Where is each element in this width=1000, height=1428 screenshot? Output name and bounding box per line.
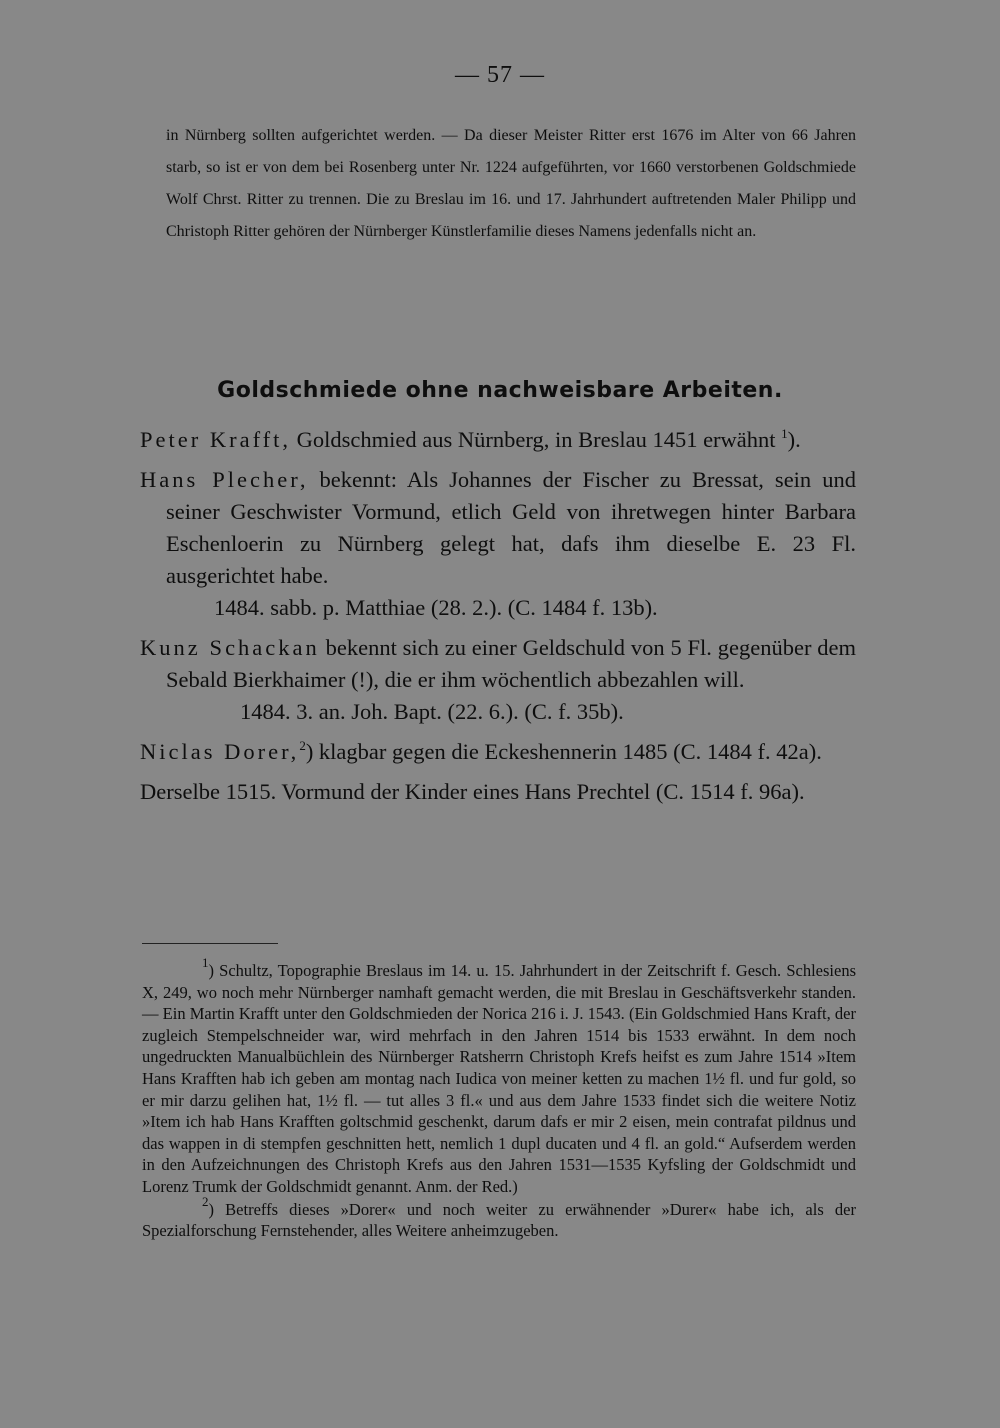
entry-niclas-dorer xyxy=(140,736,856,768)
entry-peter-krafft xyxy=(140,424,856,456)
entry-text: bekennt: Als Johannes der Fischer zu Bressat, sein und seiner Geschwister Vormund, etlich Geld von ihretwegen hinter Barbara Eschenloerin zu Nürnberg gelegt hat, dafs ihm dieselbe E. 23 Fl. ausgerichtet habe. xyxy=(166,467,856,588)
entry-tail: ) klagbar gegen die Eckeshennerin 1485 (C. 1484 f. 42a). xyxy=(305,739,822,764)
entry-date-line: 1484. 3. an. Joh. Bapt. (22. 6.). (C. f. 35b). xyxy=(240,699,624,724)
entry-text: Goldschmied aus Nürnberg, in Breslau 1451 erwähnt xyxy=(291,427,782,452)
page-number: — 57 — xyxy=(455,62,545,88)
entry-name: Hans Plecher, xyxy=(140,467,309,492)
footnote-text: ) Schultz, Topographie Breslaus im 14. u. 15. Jahrhundert in der Zeitschrift f. Gesch. Schlesiens X, 249, wo noch mehr Nürnberger namhaft gemacht werden, die mit Breslau in Geschäftsverkehr standen. — Ein Martin Krafft unter den Goldschmieden der Norica 216 i. J. 1543. (Ein Goldschmied Hans Kraft, der zugleich Stempelschneider war, wird mehrfach in den Jahren 1514 bis 1533 erwähnt. In dem noch ungedruckten Manualbüchlein des Nürnberger Ratsherrn Christoph Krefs heifst es zum Jahre 1514 »Item Hans Krafften hab ich geben am montag nach Iudica von meiner ketten zu machen 1½ fl. und fur gold, so er mir darzu gelihen hat, 1½ fl. — tut alles 3 fl.« und aus dem Jahre 1533 findet sich die weitere Notiz »Item ich hab Hans Krafften goltschmid geschenkt, darum dafs er mir 2 eisen, mein contrafat pildnus und das wappen in di stempfen geschnitten hett, nemlich 1 dupl ducaten und 4 fl. an gold.“ Aufserdem werden in den Aufzeichnungen des Christoph Krefs aus den Jahren 1531—1535 Kyfsling der Goldschmidt und Lorenz Trumk der Goldschmidt genannt. Anm. der Red.) xyxy=(142,961,856,1196)
footnote-separator xyxy=(142,943,278,944)
continuation-paragraph: in Nürnberg sollten aufgerichtet werden. — Da dieser Meister Ritter erst 1676 im Alter von 66 Jahren starb, so ist er von dem bei Rosenberg unter Nr. 1224 aufgeführten, vor 1660 verstorbenen Goldschmiede Wolf Chrst. Ritter zu trennen. Die zu Breslau im 16. und 17. Jahrhundert auftretenden Maler Philipp und Christoph Ritter gehören der Nürnberger Künstlerfamilie dieses Namens jedenfalls nicht an. xyxy=(166,127,856,240)
footnote-ref: 2 xyxy=(299,738,306,753)
entry-kunz-schackan xyxy=(140,632,856,728)
entry-hans-plecher xyxy=(140,464,856,624)
entry-name: Peter Krafft, xyxy=(140,427,292,452)
entry-tail: ). xyxy=(787,427,801,452)
footnote-text: ) Betreffs dieses »Dorer« und noch weiter zu erwähnender »Durer« habe ich, als der Spezialforschung Fernstehender, alles Weitere anheimzugeben. xyxy=(142,1199,856,1241)
footnote-marker: 2 xyxy=(202,1193,209,1209)
entry-derselbe xyxy=(140,776,856,808)
footnote-ref: 1 xyxy=(781,426,788,441)
footnote-1 xyxy=(142,955,856,1198)
footnotes xyxy=(142,955,856,1243)
entry-list xyxy=(140,424,856,816)
entry-text: bekennt sich zu einer Geldschuld von 5 Fl. gegenüber dem Sebald Bierkhaimer (!), die er ihm wöchentlich abbezahlen will. xyxy=(166,635,857,692)
entry-name: Kunz Schackan xyxy=(140,635,320,660)
entry-text: Derselbe 1515. Vormund der Kinder eines Hans Prechtel (C. 1514 f. 96a). xyxy=(140,779,805,804)
entry-name: Niclas Dorer, xyxy=(140,739,300,764)
entry-date-line: 1484. sabb. p. Matthiae (28. 2.). (C. 1484 f. 13b). xyxy=(214,595,658,620)
footnote-marker: 1 xyxy=(202,955,209,970)
footnote-2 xyxy=(142,1193,856,1242)
section-heading: Goldschmiede ohne nachweisbare Arbeiten. xyxy=(217,378,783,403)
